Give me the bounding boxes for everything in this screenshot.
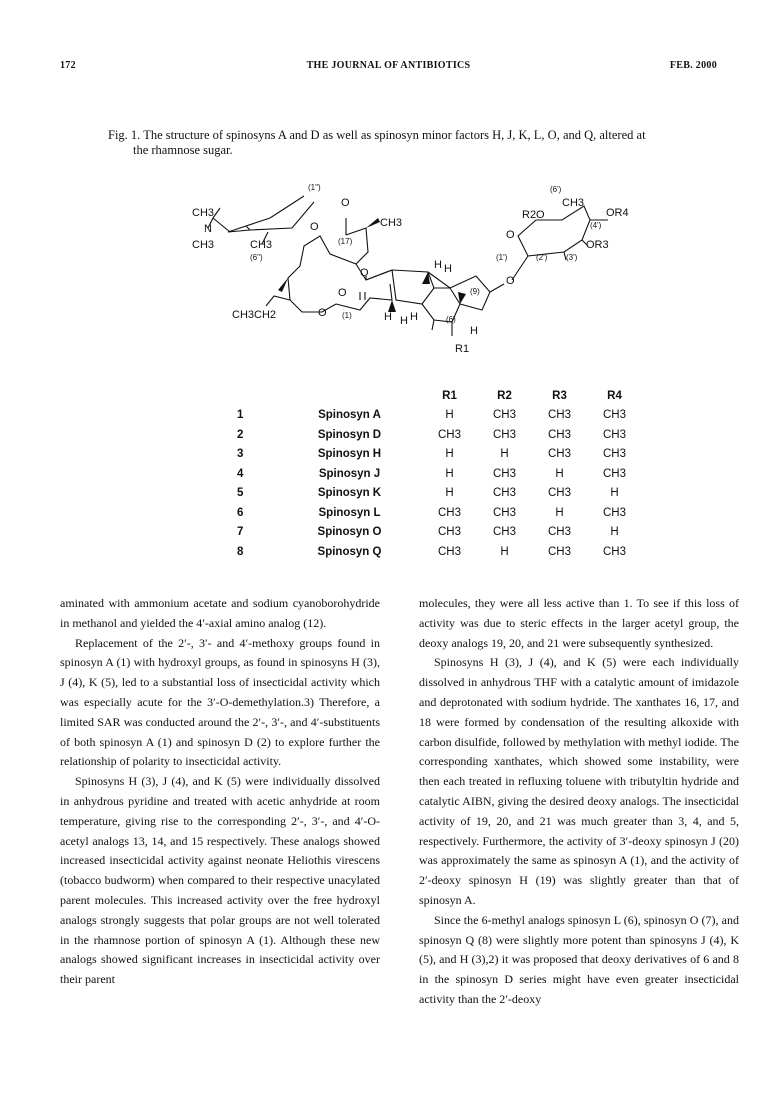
table-row [237, 425, 642, 445]
compound-number: 7 [237, 526, 244, 539]
label-macro-ch3: CH3 [380, 217, 403, 229]
compound-name: Spinosyn O [317, 526, 382, 539]
cell-r2: H [500, 448, 509, 461]
table-row [237, 542, 642, 562]
table-row [237, 503, 642, 523]
label-n-atom: N [204, 223, 212, 235]
cell-r1: CH3 [437, 545, 461, 558]
compound-number: 4 [237, 467, 244, 480]
label-h5: H [410, 311, 418, 323]
compound-name: Spinosyn H [317, 448, 382, 461]
cell-r2: CH3 [492, 526, 516, 539]
table-row [237, 445, 642, 465]
cell-r4: CH3 [602, 467, 626, 480]
header-r4: R4 [607, 389, 622, 402]
label-or4: OR4 [606, 207, 629, 219]
issue-date: FEB. 2000 [669, 60, 717, 71]
compound-name: Spinosyn D [317, 428, 382, 441]
cell-r1: CH3 [437, 526, 461, 539]
cell-r4: H [610, 487, 619, 500]
cell-r2: CH3 [492, 428, 516, 441]
header-r2: R2 [497, 389, 512, 402]
paragraph: Spinosyns H (3), J (4), and K (5) were individually dissolved in anhydrous pyridine and treated with acetic anhydride at room temperature, giving rise to the corresponding 2′-, 3′-, and 4′-O-acetyl analogs 13, 14, and 15 respectively. These analogs showed increased insecticidal activity against neonate Heliothis virescens (tobacco budworm) when compared to their respective unacylated parent molecules. This increased activity over the free hydroxyl analogs strongly suggests that polar groups are not well tolerated in the rhamnose portion of spinosyn A (1). Although these new analogs showed significant increases in insecticidal activity over their parent [60, 774, 380, 987]
label-o-glycoside: O [341, 197, 350, 209]
cell-r3: CH3 [547, 409, 571, 422]
compound-number: 8 [237, 545, 244, 558]
header-r1: R1 [442, 389, 457, 402]
cell-r2: H [500, 545, 509, 558]
label-ring-o: O [318, 307, 327, 319]
compound-name: Spinosyn J [318, 467, 381, 480]
cell-r3: CH3 [547, 448, 571, 461]
table-body [237, 406, 642, 562]
compound-name: Spinosyn K [317, 487, 382, 500]
label-forosamine-pos: (1") [308, 183, 321, 192]
label-pos9: (9) [470, 287, 480, 296]
compound-number: 3 [237, 448, 244, 461]
compound-number: 6 [237, 506, 244, 519]
cell-r1: H [445, 467, 454, 480]
label-o-ring: O [310, 221, 319, 233]
paragraph: Spinosyns H (3), J (4), and K (5) were each individually dissolved in anhydrous THF with a catalytic amount of imidazole and deprotonated with sodium hydride. The xanthates 16, 17, and 18 were formed by condensation of the resulting alkoxide with carbon disulfide, followed by methylation with methyl iodide. The corresponding xanthates, which showed some instability, were then each treated in refluxing toluene with tributyltin hydride and catalytic AIBN, giving the desired deoxy analogs. The insecticidal activity of 19, 20, and 21 was much greater than 3, 4, and 5, respectively. Furthermore, the activity of 3′-deoxy spinosyn J (20) was approximately the same as spinosyn A (1), and the activity of 2′-deoxy spinosyn H (19) was slightly greater than that of spinosyn A. [419, 655, 739, 907]
compound-name: Spinosyn L [318, 506, 381, 519]
table-row [237, 406, 642, 426]
cell-r3: CH3 [547, 428, 571, 441]
label-or3: OR3 [586, 239, 609, 251]
cell-r1: CH3 [437, 506, 461, 519]
cell-r1: H [445, 448, 454, 461]
label-pos1: (1) [342, 311, 352, 320]
paragraph: Since the 6-methyl analogs spinosyn L (6), spinosyn O (7), and spinosyn Q (8) were slightly more potent than spinosyns J (4), K (5), and H (3),2) it was proposed that deoxy derivatives of 6 and 8 in the spinosyn D series might have even greater insecticidal activity than the 2′-deoxy [419, 912, 739, 1006]
label-lactone-o: O [338, 287, 347, 299]
compound-name: Spinosyn Q [317, 545, 382, 558]
table-row [237, 484, 642, 504]
compound-number: 2 [237, 428, 244, 441]
label-rh-pos4: (4') [590, 221, 602, 230]
figure-caption [108, 128, 708, 158]
header-r3: R3 [552, 389, 567, 402]
table-header-row [237, 386, 642, 406]
caption-line-2: the rhamnose sugar. [133, 143, 233, 157]
cell-r4: CH3 [602, 428, 626, 441]
paragraph: Replacement of the 2′-, 3′- and 4′-methoxy groups found in spinosyn A (1) with hydroxyl groups, as found in spinosyns H (3), J (4), K (5), led to a substantial loss of insecticidal activity which was especially acute for the 3′-O-demethylation.3) Therefore, a limited SAR was conducted around the 2′-, 3′-, and 4′-substituents of both spinosyn A (1) and spinosyn D (2) to explore further the relationship of polarity to insecticidal activity. [60, 635, 380, 769]
label-rh-pos1: (1') [496, 253, 508, 262]
right-column [419, 594, 739, 1010]
cell-r4: CH3 [602, 545, 626, 558]
table-row [237, 523, 642, 543]
label-o-link: O [506, 275, 515, 287]
label-h4: H [400, 315, 408, 327]
label-forosamine-ch3-bottom: CH3 [192, 239, 215, 251]
cell-r3: CH3 [547, 487, 571, 500]
label-h2: H [444, 263, 452, 275]
label-h6: H [470, 325, 478, 337]
label-r2o: R2O [522, 209, 545, 221]
cell-r4: H [610, 526, 619, 539]
label-r1: R1 [455, 343, 470, 355]
cell-r2: CH3 [492, 467, 516, 480]
cell-r4: CH3 [602, 448, 626, 461]
label-ethyl: CH3CH2 [232, 309, 277, 321]
cell-r3: CH3 [547, 526, 571, 539]
cell-r4: CH3 [602, 506, 626, 519]
paragraph: aminated with ammonium acetate and sodium cyanoborohydride in methanol and yielded the 4′-axial amino analog (12). [60, 596, 380, 630]
label-sugar-pos6: (6") [250, 253, 263, 262]
cell-r1: H [445, 409, 454, 422]
cell-r2: CH3 [492, 506, 516, 519]
paragraph: molecules, they were all less active than 1. To see if this loss of activity was due to steric effects in the larger acetyl group, the deoxy analogs 19, 20, and 21 were subsequently synthesized. [419, 596, 739, 650]
label-rh-pos2: (2') [536, 253, 548, 262]
cell-r3: H [555, 506, 564, 519]
cell-r4: CH3 [602, 409, 626, 422]
label-pos17: (17) [338, 237, 353, 246]
cell-r1: H [445, 487, 454, 500]
label-h3: H [384, 311, 392, 323]
journal-title: THE JOURNAL OF ANTIBIOTICS [306, 60, 471, 71]
substituent-table [237, 386, 642, 562]
spinosyn-structure-diagram [170, 180, 630, 360]
table-row [237, 464, 642, 484]
cell-r1: CH3 [437, 428, 461, 441]
label-h1: H [434, 259, 442, 271]
cell-r3: H [555, 467, 564, 480]
label-pos6: (6) [446, 315, 456, 324]
label-rh-pos6: (6') [550, 185, 562, 194]
page-number: 172 [60, 60, 76, 71]
compound-number: 1 [237, 409, 244, 422]
label-rh-ch3: CH3 [562, 197, 585, 209]
label-rh-o: O [506, 229, 515, 241]
caption-line-1: Fig. 1. The structure of spinosyns A and D as well as spinosyn minor factors H, J, K, L, O, and Q, altered at [108, 128, 646, 142]
cell-r2: CH3 [492, 409, 516, 422]
label-ketone-o: O [360, 267, 369, 279]
cell-r2: CH3 [492, 487, 516, 500]
compound-number: 5 [237, 487, 244, 500]
label-forosamine-ch3-top: CH3 [192, 207, 215, 219]
left-column [60, 594, 380, 990]
label-rh-pos3: (3') [566, 253, 578, 262]
label-sugar-ch3: CH3 [250, 239, 273, 251]
cell-r3: CH3 [547, 545, 571, 558]
compound-name: Spinosyn A [318, 409, 381, 422]
